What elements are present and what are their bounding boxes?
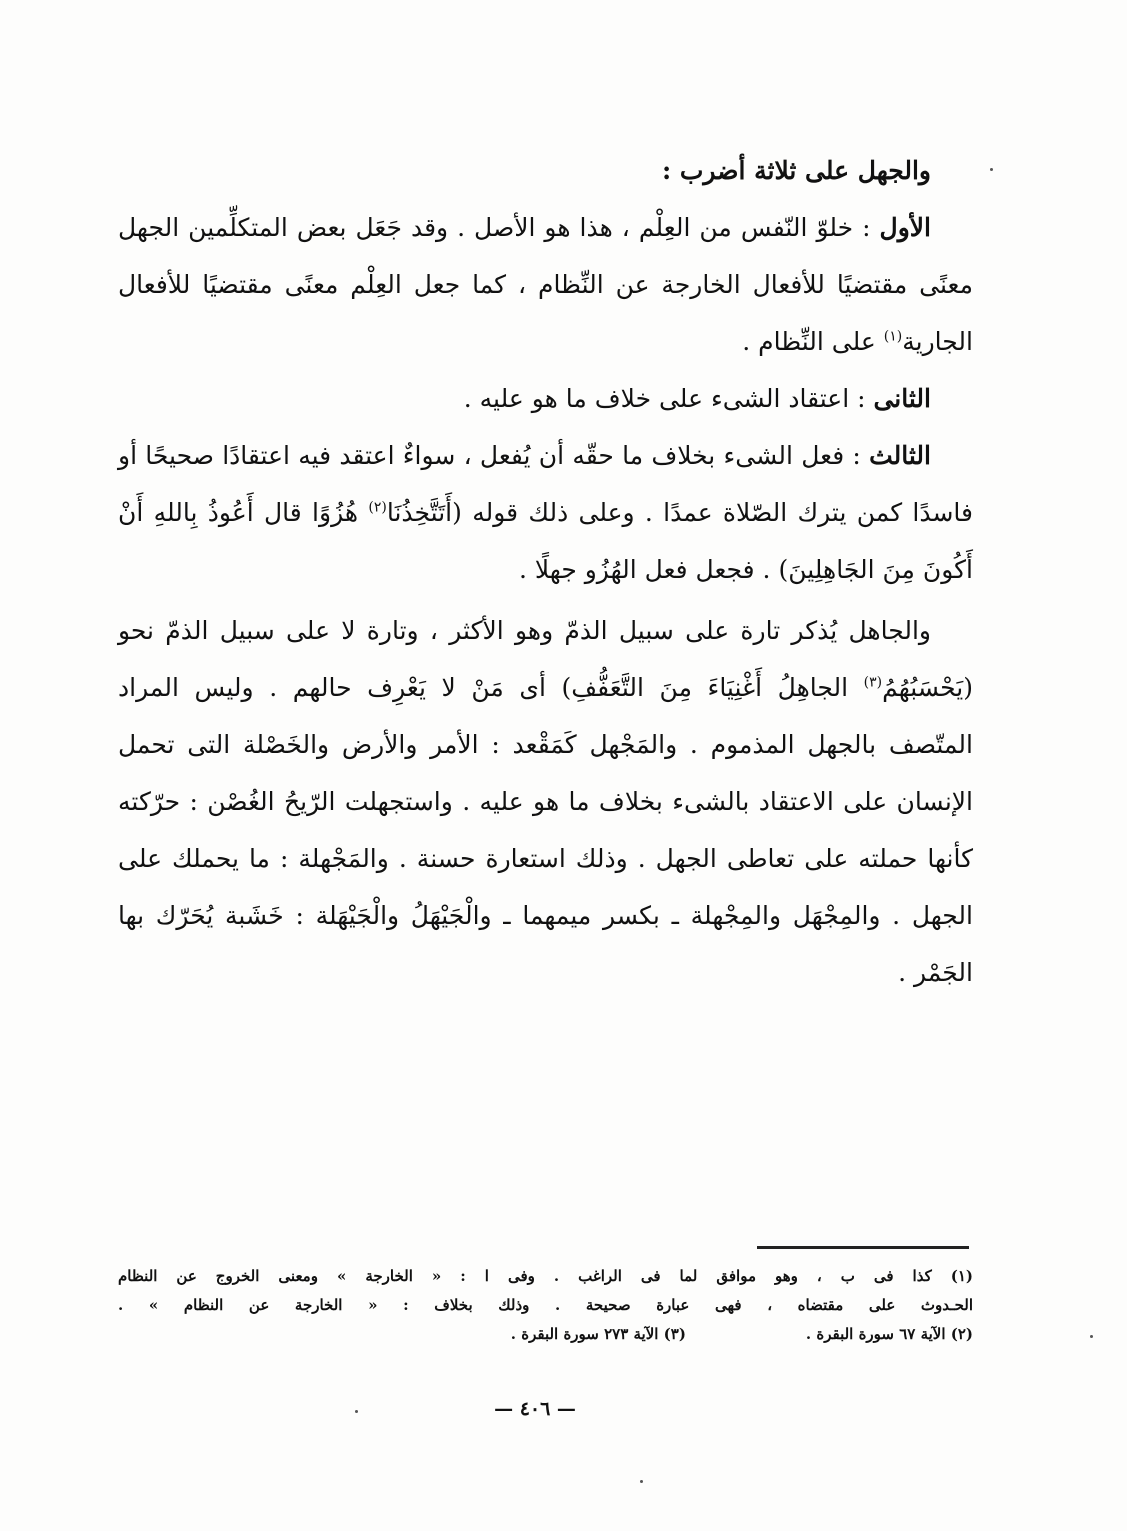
paragraph-jahil bbox=[118, 602, 973, 1001]
jahil-text: والجاهل يُذكر تارة على سبيل الذمّ وهو الأكثر ، وتارة لا على سبيل الذمّ نحو (يَحْسَبُهُمُ bbox=[118, 616, 973, 702]
third-type-lead: الثالث bbox=[869, 441, 931, 470]
first-type-lead: الأول bbox=[879, 213, 931, 242]
page-number: — ٤٠٦ — bbox=[494, 1398, 576, 1420]
footnotes bbox=[118, 1262, 973, 1349]
footnote-3: (٣) الآية ٢٧٣ سورة البقرة . bbox=[510, 1325, 686, 1343]
jahil-text-end: الجاهِلُ أَغْنِيَاءَ مِنَ التَّعَفُّفِ) أى مَنْ لا يَعْرِف حالهم . وليس المراد المتّصف بالجهل المذموم . والمَجْهل كَمَقْعد : الأمر والأرض والخَصْلة التى تحمل الإنسان على الاعتقاد بالشىء بخلاف ما هو عليه . واستجهلت الرّيحُ الغُصْن : حرّكته كأنها حملته على تعاطى الجهل . وذلك استعارة حسنة . والمَجْهلة : ما يحملك على الجهل . والمِجْهَل والمِجْهلة ـ بكسر ميمهما ـ والْجَيْهَلُ والْجَيْهَلة : خَشَبة يُحَرّك بها الجَمْر . bbox=[118, 673, 973, 987]
second-type-lead: الثانى bbox=[873, 384, 931, 413]
footnote-separator bbox=[757, 1246, 969, 1249]
paragraph-first-type bbox=[118, 199, 973, 370]
footnote-ref-3: (٣) bbox=[863, 674, 883, 691]
third-type-text: : فعل الشىء بخلاف ما حقّه أن يُفعل ، سواءٌ اعتقد فيه اعتقادًا صحيحًا أو فاسدًا كمن يترك الصّلاة عمدًا . وعلى ذلك قوله (أَتَتَّخِذُنَا bbox=[118, 441, 973, 527]
footnote-ref-2: (٢) bbox=[368, 499, 387, 516]
footnote-1-line-1: (١) كذا فى ب ، وهو موافق لما فى الراغب . وفى ا : « الخارجة » ومعنى الخروج عن النظام bbox=[118, 1267, 973, 1285]
paragraph-intro bbox=[118, 142, 973, 199]
intro-text: والجهل على ثلاثة أضرب : bbox=[661, 156, 931, 185]
speck-mark bbox=[1090, 1335, 1093, 1338]
footnote-2: (٢) الآية ٦٧ سورة البقرة . bbox=[805, 1325, 973, 1343]
third-type-end: هُزُوًا قال أَعُوذُ بِاللهِ أَنْ أَكُونَ مِنَ الجَاهِلِينَ) . فجعل فعل الهُزُو جهلًا . bbox=[118, 498, 973, 584]
main-text bbox=[118, 142, 973, 1001]
footnote-row-2-3 bbox=[118, 1320, 973, 1349]
footnote-ref-1: (١) bbox=[883, 328, 903, 345]
second-type-text: : اعتقاد الشىء على خلاف ما هو عليه . bbox=[463, 384, 874, 413]
speck-mark bbox=[990, 168, 993, 171]
footnote-1-line-2: الحـدوث على مقتضاه ، فهى عبارة صحيحة . وذلك بخلاف : « الخارجة عن النظام » . bbox=[118, 1296, 973, 1314]
first-type-text: : خلوّ النّفس من العِلْم ، هذا هو الأصل . وقد جَعَل بعض المتكلِّمين الجهل معنًى مقتضيًا للأفعال الخارجة عن النِّظام ، كما جعل العِلْم معنًى مقتضيًا للأفعال الجارية bbox=[118, 213, 973, 356]
speck-mark bbox=[355, 1410, 358, 1413]
paragraph-third-type bbox=[118, 427, 973, 598]
speck-mark bbox=[640, 1480, 643, 1483]
paragraph-second-type bbox=[118, 370, 973, 427]
first-type-end: على النِّظام . bbox=[742, 327, 884, 356]
